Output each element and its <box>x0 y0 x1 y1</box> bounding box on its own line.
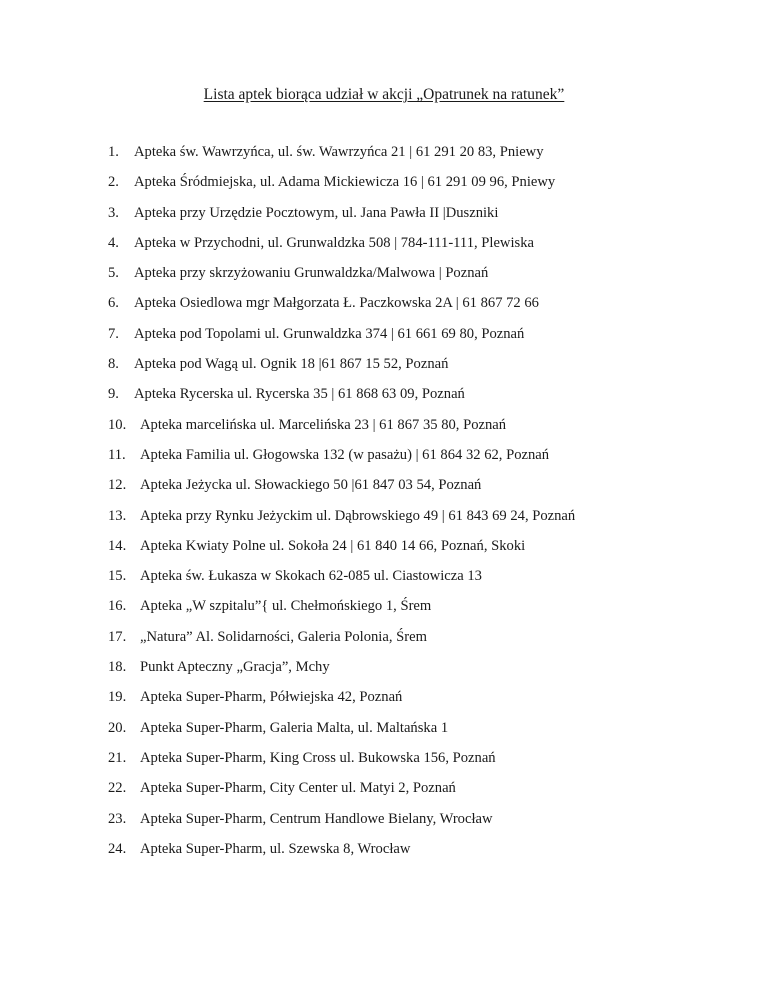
list-item-number: 12. <box>108 477 127 494</box>
list-item <box>108 445 575 475</box>
list-item-number: 16. <box>108 598 127 615</box>
document-title: Lista aptek biorąca udział w akcji „Opatrunek na ratunek” <box>203 86 565 103</box>
list-item-number: 20. <box>108 719 127 736</box>
list-item-number: 14. <box>108 537 127 554</box>
list-item-text: Apteka Osiedlowa mgr Małgorzata Ł. Paczkowska 2A | 61 867 72 66 <box>134 295 539 312</box>
list-item-text: Apteka przy Urzędzie Pocztowym, ul. Jana Pawła II |Duszniki <box>134 204 499 221</box>
list-item-text: Apteka Jeżycka ul. Słowackiego 50 |61 847 03 54, Poznań <box>140 477 482 494</box>
list-item-text: Apteka Familia ul. Głogowska 132 (w pasażu) | 61 864 32 62, Poznań <box>140 446 550 463</box>
list-item <box>108 687 575 717</box>
list-item <box>108 172 575 202</box>
list-item-number: 9. <box>108 386 119 403</box>
list-item-number: 13. <box>108 507 127 524</box>
list-item <box>108 596 575 626</box>
list-item-number: 18. <box>108 659 127 676</box>
list-item-number: 4. <box>108 234 119 251</box>
list-item <box>108 536 575 566</box>
list-item-text: Apteka Super-Pharm, ul. Szewska 8, Wrocław <box>140 840 411 857</box>
list-item <box>108 506 575 536</box>
list-item <box>108 415 575 445</box>
list-item <box>108 657 575 687</box>
list-item <box>108 566 575 596</box>
list-item-text: Punkt Apteczny „Gracja”, Mchy <box>140 659 330 676</box>
list-item-text: Apteka Śródmiejska, ul. Adama Mickiewicza 16 | 61 291 09 96, Pniewy <box>134 174 556 191</box>
list-item-number: 8. <box>108 356 119 373</box>
list-item-text: Apteka pod Wagą ul. Ognik 18 |61 867 15 52, Poznań <box>134 356 449 373</box>
list-item-text: Apteka „W szpitalu”{ ul. Chełmońskiego 1, Śrem <box>140 598 432 615</box>
list-item-text: Apteka Super-Pharm, City Center ul. Matyi 2, Poznań <box>140 780 456 797</box>
list-item <box>108 778 575 808</box>
list-item-number: 5. <box>108 265 119 282</box>
list-item-number: 23. <box>108 810 127 827</box>
list-item-text: Apteka przy Rynku Jeżyckim ul. Dąbrowskiego 49 | 61 843 69 24, Poznań <box>140 507 576 524</box>
list-item <box>108 354 575 384</box>
list-item <box>108 718 575 748</box>
list-item-text: Apteka Super-Pharm, Galeria Malta, ul. Maltańska 1 <box>140 719 449 736</box>
list-item-text: Apteka przy skrzyżowaniu Grunwaldzka/Malwowa | Poznań <box>134 265 489 282</box>
list-item <box>108 839 575 869</box>
list-item-text: Apteka św. Łukasza w Skokach 62-085 ul. Ciastowicza 13 <box>140 568 482 585</box>
list-item-number: 21. <box>108 749 127 766</box>
list-item-number: 15. <box>108 568 127 585</box>
list-item <box>108 142 575 172</box>
list-item-number: 3. <box>108 204 119 221</box>
list-item <box>108 233 575 263</box>
list-item <box>108 748 575 778</box>
list-item-text: Apteka Super-Pharm, Półwiejska 42, Poznań <box>140 689 403 706</box>
list-item-number: 24. <box>108 840 127 857</box>
list-item-text: Apteka marcelińska ul. Marcelińska 23 | 61 867 35 80, Poznań <box>140 416 507 433</box>
list-item-text: Apteka Super-Pharm, Centrum Handlowe Bielany, Wrocław <box>140 810 493 827</box>
list-item-text: Apteka w Przychodni, ul. Grunwaldzka 508 | 784-111-111, Plewiska <box>134 234 534 251</box>
list-item <box>108 293 575 323</box>
list-item-text: Apteka Super-Pharm, King Cross ul. Bukowska 156, Poznań <box>140 749 496 766</box>
list-item <box>108 263 575 293</box>
list-item-text: „Natura” Al. Solidarności, Galeria Polonia, Śrem <box>140 628 427 645</box>
list-item-number: 2. <box>108 174 119 191</box>
pharmacy-list <box>108 142 575 869</box>
list-item-number: 19. <box>108 689 127 706</box>
list-item-text: Apteka pod Topolami ul. Grunwaldzka 374 | 61 661 69 80, Poznań <box>134 325 525 342</box>
list-item-number: 22. <box>108 780 127 797</box>
list-item <box>108 475 575 505</box>
list-item-text: Apteka św. Wawrzyńca, ul. św. Wawrzyńca 21 | 61 291 20 83, Pniewy <box>134 144 544 160</box>
list-item <box>108 384 575 414</box>
list-item <box>108 809 575 839</box>
list-item-number: 17. <box>108 628 127 645</box>
list-item-number: 1. <box>108 144 119 160</box>
list-item <box>108 324 575 354</box>
list-item-text: Apteka Kwiaty Polne ul. Sokoła 24 | 61 840 14 66, Poznań, Skoki <box>140 537 526 554</box>
list-item-text: Apteka Rycerska ul. Rycerska 35 | 61 868 63 09, Poznań <box>134 386 465 403</box>
list-item-number: 11. <box>108 446 126 463</box>
list-item <box>108 627 575 657</box>
list-item-number: 10. <box>108 416 127 433</box>
list-item-number: 7. <box>108 325 119 342</box>
list-item <box>108 203 575 233</box>
list-item-number: 6. <box>108 295 119 312</box>
